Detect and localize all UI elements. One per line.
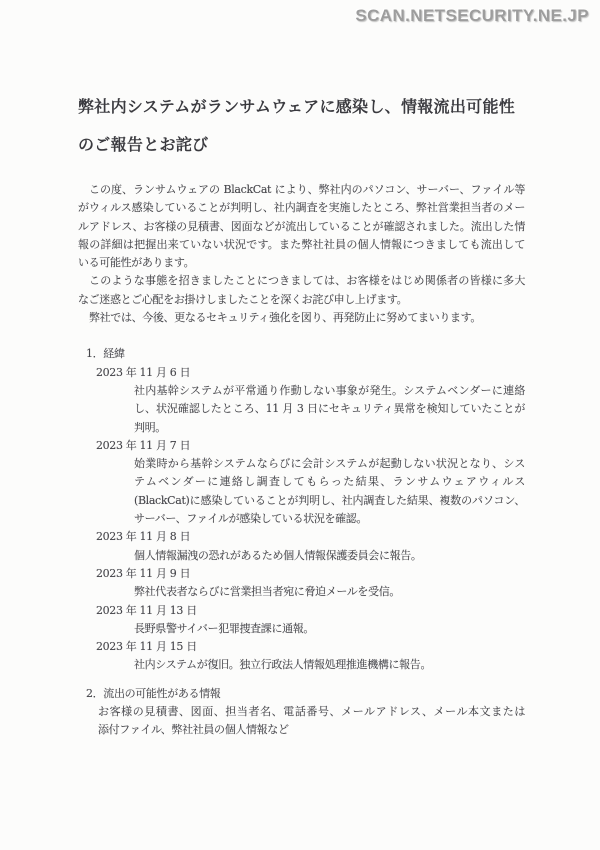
event-date: 2023 年 11 月 7 日: [96, 438, 191, 452]
event-description: [78, 656, 525, 674]
event-description: [78, 455, 525, 528]
event-description: [78, 583, 525, 601]
event-date: 2023 年 11 月 8 日: [96, 530, 191, 544]
event-description-line: 個人情報漏洩の恐れがあるため個人情報保護委員会に報告。: [134, 548, 422, 562]
intro-line: この度、ランサムウェアの BlackCat により、弊社内のパソコン、サーバー、ファイル等: [89, 183, 525, 196]
event-description: [78, 620, 525, 638]
event-description-line: し、状況確認したところ、11 月 3 日にセキュリティ異常を検知していたことが: [134, 402, 525, 416]
intro-line: このような事態を招きましたことにつきましては、お客様をはじめ関係者の皆様に多大: [89, 274, 525, 288]
event-date: 2023 年 11 月 6 日: [96, 365, 191, 379]
event-description-line: テムベンダーに連絡し調査してもらった結果、ランサムウェアウィルス: [134, 475, 525, 489]
title-line: 弊社内システムがランサムウェアに感染し、情報流出可能性: [78, 97, 516, 116]
intro-paragraphs: [78, 181, 525, 327]
site-watermark: SCAN.NETSECURITY.NE.JP: [355, 6, 589, 25]
leaked-info-list: [78, 703, 525, 740]
intro-line: がウィルス感染していることが判明し、社内調査を実施したところ、弊社営業担当者のメー: [78, 201, 525, 215]
intro-line: なご迷惑とご心配をお掛けしましたことを深くお詫び申し上げます。: [78, 292, 408, 306]
event-description-line: 弊社代表者ならびに営業担当者宛に脅迫メールを受信。: [134, 585, 401, 599]
event-date: 2023 年 11 月 13 日: [96, 603, 197, 617]
document-title: [78, 88, 525, 164]
event-description: [78, 547, 525, 565]
event-description-line: (BlackCat)に感染していることが判明し、社内調査した結果、複数のパソコン、: [134, 493, 525, 507]
event-description-line: サーバー、ファイルが感染している状況を確認。: [134, 512, 368, 526]
intro-line: 報の詳細は把握出来ていない状況です。また弊社社員の個人情報につきましても流出して: [78, 237, 525, 251]
section-2-heading: 2．流出の可能性がある情報: [86, 686, 221, 700]
event-description-line: 社内システムが復旧。独立行政法人情報処理推進機構に報告。: [134, 658, 432, 672]
intro-line: 弊社では、今後、更なるセキュリティ強化を図り、再発防止に努めてまいります。: [89, 311, 482, 325]
intro-line: ルアドレス、お客様の見積書、図面などが流出していることが確認されました。流出した情: [78, 219, 525, 233]
document-body: [78, 88, 525, 740]
event-description-line: 始業時から基幹システムならびに会計システムが起動しない状況となり、シス: [134, 457, 525, 471]
event-description-line: 長野県警サイバー犯罪捜査課に通報。: [134, 621, 315, 635]
title-line: のご報告とお詫び: [78, 135, 209, 154]
event-description-line: 判明。: [134, 420, 166, 434]
event-date: 2023 年 11 月 15 日: [96, 640, 197, 654]
event-description: [78, 382, 525, 437]
event-description-line: 社内基幹システムが平常通り作動しない事象が発生。システムベンダーに連絡: [134, 383, 525, 397]
event-date: 2023 年 11 月 9 日: [96, 566, 191, 580]
section-timeline: [78, 345, 525, 674]
intro-line: いる可能性があります。: [78, 256, 195, 270]
section-1-heading: 1．経緯: [86, 347, 125, 361]
section-leaked-info: [78, 685, 525, 740]
timeline-events: [78, 364, 525, 675]
leaked-info-line: お客様の見積書、図面、担当者名、電話番号、メールアドレス、メール本文または: [98, 705, 525, 719]
leaked-info-line: 添付ファイル、弊社社員の個人情報など: [98, 723, 289, 737]
